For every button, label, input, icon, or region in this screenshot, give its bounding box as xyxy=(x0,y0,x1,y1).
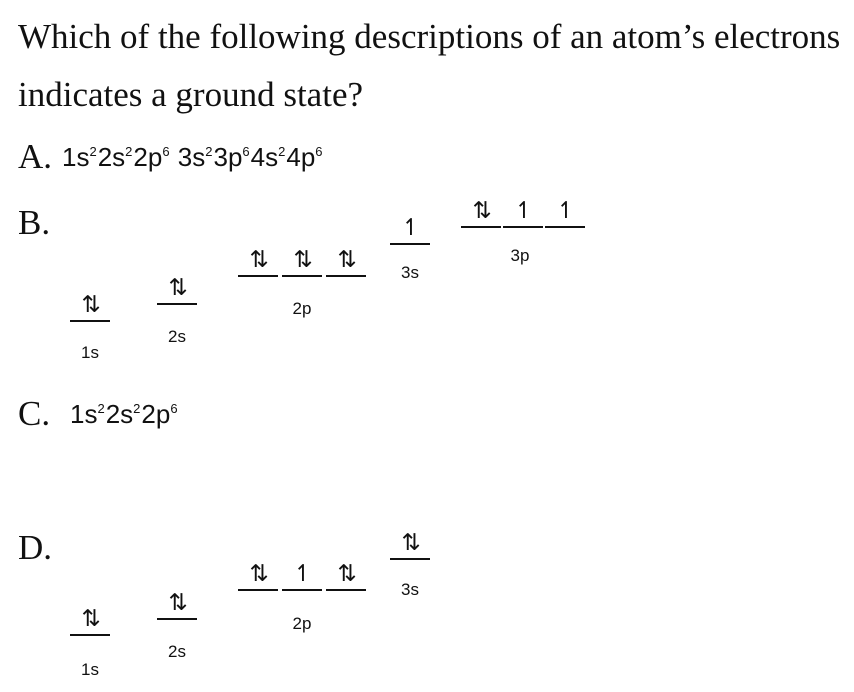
sublevel-label: 2p xyxy=(292,299,312,318)
orbital-box: ⇅ xyxy=(70,290,110,322)
sublevel-label: 3s xyxy=(401,580,419,599)
sublevel-label: 2s xyxy=(168,642,186,661)
sublevel-label: 1s xyxy=(81,343,99,362)
option-c-label: C. xyxy=(18,394,51,433)
orbital-box: ↿ xyxy=(503,196,543,228)
sublevel-label: 2s xyxy=(168,327,186,346)
sublevel-label: 3s xyxy=(401,263,419,282)
option-c-config: $1s^22s^22p^6$ xyxy=(70,399,178,429)
orbital-box: ⇅ xyxy=(70,604,110,636)
option-a-config: $1s^22s^22p^6$ $3s^23p^64s^24p^6$ xyxy=(62,142,323,172)
orbital-box: ↿ xyxy=(545,196,585,228)
orbital-box: ↿ xyxy=(282,559,322,591)
orbital-box: ⇅ xyxy=(238,559,278,591)
orbital-box: ⇅ xyxy=(326,559,366,591)
option-b-label: B. xyxy=(18,203,51,242)
option-d-label: D. xyxy=(18,528,53,567)
orbital-box: ↿ xyxy=(390,213,430,245)
option-a-label: A. xyxy=(18,137,53,176)
orbital-box: ⇅ xyxy=(326,245,366,277)
orbital-box: ⇅ xyxy=(390,528,430,560)
sublevel-label: 3p xyxy=(510,246,530,265)
orbital-box: ⇅ xyxy=(157,273,197,305)
orbital-box: ⇅ xyxy=(157,588,197,620)
sublevel-label: 2p xyxy=(292,614,312,633)
orbital-box: ⇅ xyxy=(238,245,278,277)
orbital-box: ⇅ xyxy=(282,245,322,277)
question-text: Which of the following descriptions of an atom’s electrons indicates a ground state? xyxy=(18,17,841,114)
orbital-box: ⇅ xyxy=(461,196,501,228)
sublevel-label: 1s xyxy=(81,660,99,679)
